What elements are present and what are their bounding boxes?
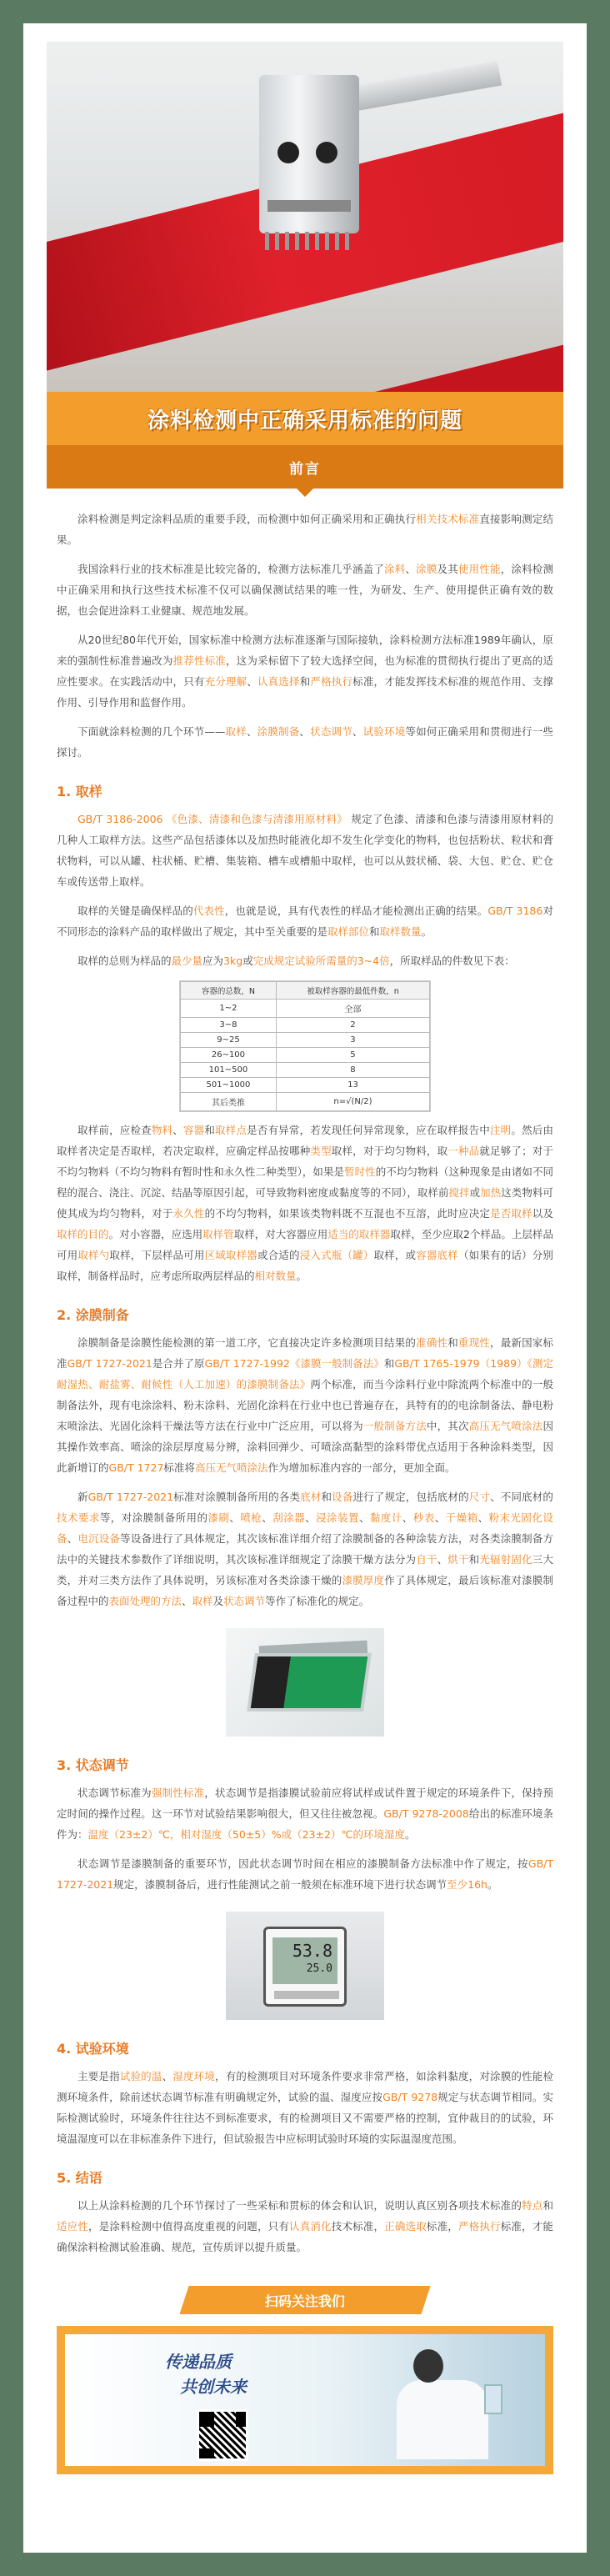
- section-heading: 1. 取样: [57, 784, 102, 799]
- sample-table-wrap: [57, 981, 553, 1111]
- section-paragraph: 新GB/T 1727-2021标准对涂膜制备所用的各类底材和设备进行了规定，包括底材的尺寸、不同底材的技术要求等，对涂膜制备所用的漆刷、喷枪、刮涂器、浸涂装置、黏度计、秒表、干燥箱、粉末光固化设备、电沉设备等设备进行了具体规定，其次该标准详细介绍了涂膜制备的各种涂装方法，对各类涂膜制备方法中的关键技术参数作了详细说明，其次该标准详细规定了涂膜干燥方法分为自干、烘干和光辐射固化三大类，并对三类方法作了具体说明，另该标准对各类涂漆干燥的漆膜厚度作了具体规定，最后该标准对漆膜制备过程中的表面处理的方法、取样及状态调节等作了标准化的规定。: [57, 1491, 553, 1607]
- section-paragraph: 状态调节标准为强制性标准，状态调节是指漆膜试验前应将试样或试件置于规定的环境条件下，保持预定时间的操作过程。这一环节对试验结果影响很大，但又往往被忽视。GB/T 9278-2008给出的标准环境条件为：温度（23±2）℃，相对湿度（50±5）%或（23±2）℃的环境湿度。: [57, 1787, 553, 1841]
- table-row: 101~500 8: [181, 1063, 430, 1078]
- scan-follow-label: 扫码关注我们: [264, 2293, 345, 2309]
- section-heading: 4. 试验环境: [57, 2041, 129, 2057]
- hero-image: [47, 42, 563, 392]
- hygrometer-humidity: 53.8: [292, 1941, 332, 1961]
- table-header: 被取样容器的最低件数，n: [276, 982, 429, 1000]
- table-row: 9~25 3: [181, 1033, 430, 1048]
- article-title: 涂料检测中正确采用标准的问题: [147, 408, 462, 434]
- section-paragraph: 取样前，应检查物料、容器和取样点是否有异常，若发现任何异常现象，应在取样报告中注明。然后由取样者决定是否取样，若决定取样，应确定样品按哪种类型取样，对于均匀物料，取一种品就足够了；对于不均匀物料（不均匀物料有暂时性和永久性二种类型），如果是暂时性的不均匀物料（这种现象是由诸如不同程的混合、浇注、沉淀、结晶等原因引起，可导致物料密度或黏度等的不同），取样前搅拌或加热这类物料可使其成为均匀物料，对于永久性的不均匀物料，如果该类物料既不互混也不互溶，此时应决定是否取样以及取样的目的。对小容器，应选用取样管取样，对大容器应用适当的取样器取样，至少应取2个样品。上层样品可用取样勺取样，下层样品可用区域取样器或合适的浸入式瓶（罐）取样，或容器底样（如果有的话）分别取样，制备样品时，应考虑所取两层样品的相对数量。: [57, 1124, 553, 1282]
- section-heading: 5. 结语: [57, 2170, 102, 2186]
- table-row: 其后类推 n=√(N/2): [181, 1093, 430, 1111]
- section-paragraph: 取样的总则为样品的最少量应为3kg或完成规定试验所需量的3~4倍，所取样品的件数见下表：: [78, 955, 515, 967]
- scan-follow-banner[interactable]: [179, 2286, 430, 2314]
- qr-code-icon[interactable]: [197, 2409, 248, 2461]
- hygrometer-photo: [226, 1912, 384, 2020]
- section-paragraph: 涂膜制备是涂膜性能检测的第一道工序，它直接决定许多检测项目结果的准确性和重现性，最新国家标准GB/T 1727-2021是合并了原GB/T 1727-1992《漆膜一般制备法》和GB/T 1765-1979（1989）《测定耐湿热、耐盐雾、耐候性（人工加速）的漆膜制备法》两个标准，而当今涂料行业中除流两个标准中的一般制备法外，现有电涂涂料、粉末涂料、光固化涂料在行业中也已普遍存在，具特有的的电涂制备法、静电粉末喷涂法、光固化涂料干燥法等方法在行业中广泛应用，可以将为一般制备方法中，其次高压无气喷涂法因其操作效率高、喷涂的涂层厚度易分辨，涂料回弹少、可喷涂高黏型的涂料带优点适用于各种涂料类型，因此新增订的GB/T 1727标准将高压无气喷涂法作为增加标准内容的一部分，更加全面。: [57, 1336, 553, 1474]
- preface-bar: [47, 445, 563, 489]
- title-banner: [47, 392, 563, 445]
- coating-panel-photo: [226, 1628, 384, 1737]
- intro-paragraph: 涂料检测是判定涂料品质的重要手段，而检测中如何正确采用和正确执行相关技术标准直接影响测定结果。: [57, 513, 553, 546]
- intro-paragraph: 下面就涂料检测的几个环节——取样、涂膜制备、状态调节、试验环境等如何正确采用和贯彻进行一些探讨。: [57, 725, 553, 759]
- table-row: 26~100 5: [181, 1048, 430, 1063]
- table-header: 容器的总数，N: [181, 982, 277, 1000]
- sample-count-table: [180, 981, 430, 1111]
- article-page: [23, 23, 587, 2553]
- hygrometer-temperature: 25.0: [306, 1962, 332, 1975]
- section-heading: 3. 状态调节: [57, 1757, 129, 1773]
- table-row: 1~2 全部: [181, 1000, 430, 1018]
- slogan-line-2: 共创未来: [180, 2377, 247, 2397]
- hygrometer-icon: [263, 1927, 347, 2007]
- table-row: 3~8 2: [181, 1018, 430, 1033]
- section-paragraph: GB/T 3186-2006 《色漆、清漆和色漆与清漆用原材料》 规定了色漆、清漆和色漆与清漆用原材料的几种人工取样方法。这些产品包括漆体以及加热时能液化却不发生化学变化的物料，也包括粉状、粒状和膏状物料，可以从罐、柱状桶、贮槽、集装箱、槽车或槽船中取样，也可以从鼓状桶、袋、大包、贮仓、贮仓车或传送带上取样。: [57, 813, 553, 888]
- section-paragraph: 以上从涂料检测的几个环节探讨了一些采标和贯标的体会和认识，说明认真区别各项技术标准的特点和适应性，是涂料检测中值得高度重视的问题，只有认真消化技术标准，正确选取标准，严格执行标准，才能确保涂料检测试验准确、规范，宣传质评以提升质量。: [57, 2199, 553, 2253]
- footer-promo: [57, 2326, 553, 2474]
- scientist-image: [397, 2343, 522, 2459]
- intro-paragraph: 从20世纪80年代开始，国家标准中检测方法标准逐渐与国际接轨，涂料检测方法标准1989年确认，原来的强制性标准普遍改为推荐性标准，这为采标留下了较大选择空间，也为标准的贯彻执行提出了更高的适应性要求。在实践活动中，只有充分理解、认真选择和严格执行标准，才能发挥技术标准的规范作用、支撑作用、引导作用和监督作用。: [57, 634, 553, 709]
- section-heading: 2. 涂膜制备: [57, 1307, 129, 1323]
- gauge-instrument-icon: [259, 75, 359, 233]
- intro-paragraph: 我国涂料行业的技术标准是比较完备的，检测方法标准几乎涵盖了涂料、涂膜及其使用性能，涂料检测中正确采用和执行这些技术标准不仅可以确保测试结果的唯一性，为研发、生产、使用提供正确有效的数据，也会促进涂料工业健康、规范地发展。: [57, 563, 553, 617]
- table-row: 501~1000 13: [181, 1078, 430, 1093]
- section-paragraph: 取样的关键是确保样品的代表性，也就是说，具有代表性的样品才能检测出正确的结果。GB/T 3186对不同形态的涂料产品的取样做出了规定，其中至关重要的是取样部位和取样数量。: [57, 905, 553, 938]
- preface-label: 前言: [289, 460, 321, 478]
- slogan-line-1: 传递品质: [165, 2352, 232, 2372]
- section-paragraph: 状态调节是漆膜制备的重要环节，因此状态调节时间在相应的漆膜制备方法标准中作了规定，按GB/T 1727-2021规定，漆膜制备后，进行性能测试之前一般须在标准环境下进行状态调节至少16h。: [57, 1857, 553, 1891]
- article-content: [23, 489, 587, 2258]
- section-paragraph: 主要是指试验的温、湿度环境，有的检测项目对环境条件要求非常严格，如涂料黏度，对涂膜的性能检测环境条件，除前述状态调节标准有明确规定外，试验的温、湿度应按GB/T 9278规定与状态调节相同。实际检测试验时，环境条件往往达不到标准要求，有的检测项目又不需要严格的控制，宜仲裁目的的试验，环境温湿度可以在非标准条件下进行，但试验报告中应标明试验时环境的实际温湿度范围。: [57, 2070, 553, 2145]
